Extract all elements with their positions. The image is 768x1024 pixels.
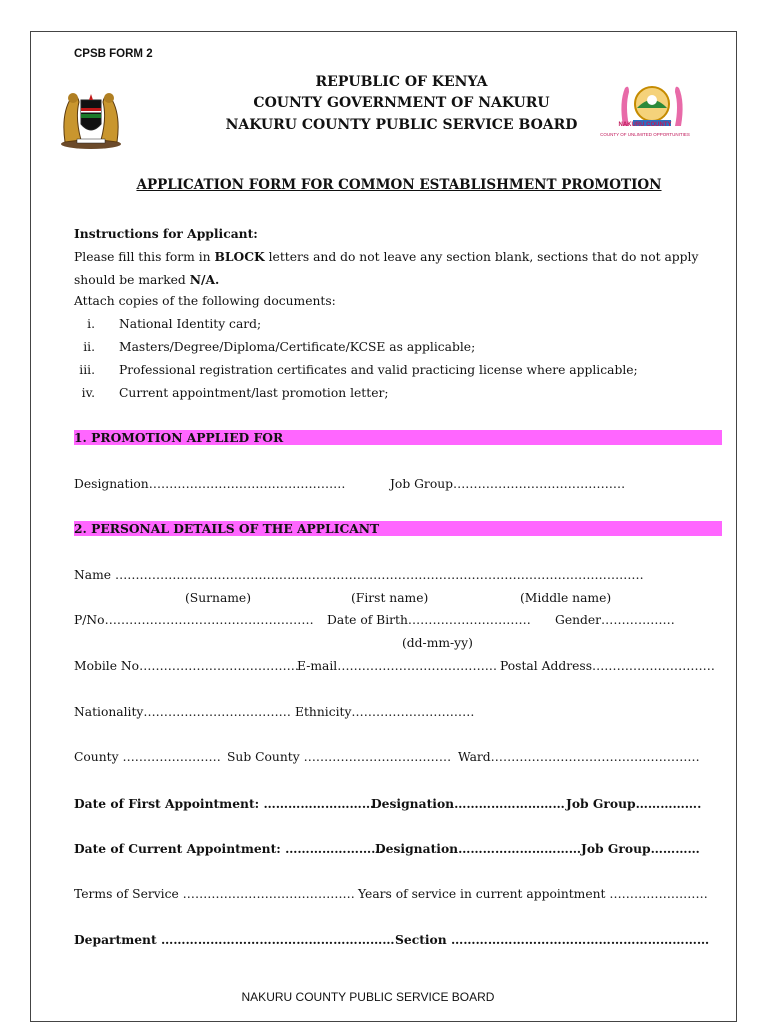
instructions-text: Please fill this form in [74,250,215,264]
header-county-government: COUNTY GOVERNMENT OF NAKURU [253,95,550,111]
postal-address-field[interactable]: Postal Address………………………… [500,659,715,673]
county-field[interactable]: County …………………… [74,750,221,764]
ward-field[interactable]: Ward…………………………………………… [458,750,700,764]
first-designation-field[interactable]: Designation……………………… [371,796,565,811]
page-footer: NAKURU COUNTY PUBLIC SERVICE BOARD [241,990,495,1004]
first-name-label: (First name) [351,591,429,605]
first-job-group-field[interactable]: Job Group……………. [566,796,702,811]
list-item: Professional registration certificates and valid practicing license where applicable; [119,363,638,377]
list-item: Masters/Degree/Diploma/Certificate/KCSE as applicable; [119,340,476,354]
list-number: i. [87,317,95,331]
form-code: CPSB FORM 2 [74,48,153,60]
first-appointment-field[interactable]: Date of First Appointment: ……………………… [74,796,375,811]
nationality-field[interactable]: Nationality……………………………… [74,705,291,719]
job-group-field[interactable]: Job Group…………………………………… [390,477,626,491]
ethnicity-field[interactable]: Ethnicity………………………… [295,705,475,719]
sub-county-field[interactable]: Sub County ……………………………… [227,750,452,764]
header-republic: REPUBLIC OF KENYA [315,74,488,90]
terms-of-service-field[interactable]: Terms of Service …………………………………… [74,887,355,901]
block-emphasis: BLOCK [214,249,265,264]
email-field[interactable]: E-mail………………………………… [297,659,498,673]
list-number: iv. [81,386,95,400]
logo-tagline: COUNTY OF UNLIMITED OPPORTUNITIES [600,132,690,137]
list-item: Current appointment/last promotion letter; [119,386,389,400]
dob-format-label: (dd-mm-yy) [402,636,473,650]
instructions-line1 [74,249,698,264]
dob-field[interactable]: Date of Birth………………………… [327,613,531,627]
current-job-group-field[interactable]: Job Group………… [581,841,700,856]
current-appointment-field[interactable]: Date of Current Appointment: …………………… [74,841,384,856]
gender-field[interactable]: Gender……………… [555,613,675,627]
instructions-line2 [74,272,219,287]
mobile-field[interactable]: Mobile No………………………………… [74,659,299,673]
form-title: APPLICATION FORM FOR COMMON ESTABLISHMENT PROMOTION [136,177,662,193]
section2-header: 2. PERSONAL DETAILS OF THE APPLICANT [74,521,722,536]
instructions-text: letters and do not leave any section blank, sections that do not apply [264,250,699,264]
nakuru-county-logo [600,78,700,144]
pno-field[interactable]: P/No…………………………………………… [74,613,314,627]
instructions-heading: Instructions for Applicant: [74,226,258,241]
list-number: iii. [79,363,95,377]
list-item: National Identity card; [119,317,262,331]
designation-field[interactable]: Designation………………………………………… [74,477,346,491]
section1-header: 1. PROMOTION APPLIED FOR [74,430,722,445]
na-emphasis: N/A. [189,272,220,287]
current-designation-field[interactable]: Designation………………………… [375,841,582,856]
name-field[interactable]: Name ………………………………………………………………………………………………………………… [74,568,644,582]
section-field[interactable]: Section ……………………………………………………… [395,932,710,947]
list-number: ii. [83,340,95,354]
attach-text: Attach copies of the following documents: [74,294,336,308]
logo-text: NAKURU COUNTY [618,122,672,128]
header-board: NAKURU COUNTY PUBLIC SERVICE BOARD [225,117,578,133]
instructions-text: should be marked [74,273,190,287]
middle-name-label: (Middle name) [520,591,612,605]
years-of-service-field[interactable]: Years of service in current appointment …………………… [358,887,708,901]
department-field[interactable]: Department ………………………………………………… [74,932,395,947]
surname-label: (Surname) [185,591,252,605]
